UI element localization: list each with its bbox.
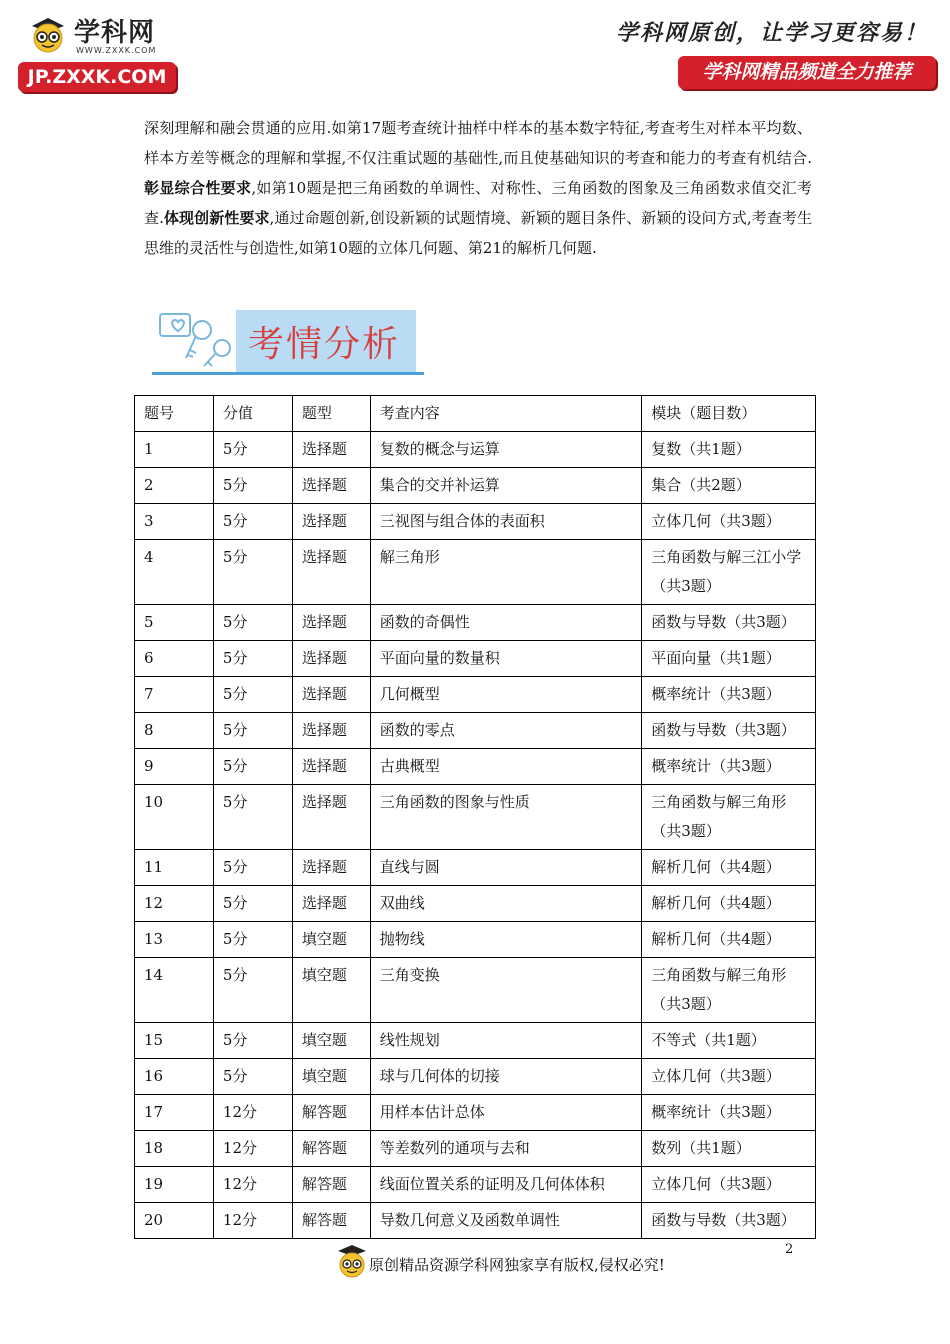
table-row [135,749,816,785]
table-row [135,540,816,605]
table-row [135,1203,816,1239]
cell-score: 5分 [213,540,292,605]
cell-type: 选择题 [292,713,370,749]
cell-score: 12分 [213,1131,292,1167]
cell-score: 5分 [213,677,292,713]
cell-score: 5分 [213,641,292,677]
cell-score: 5分 [213,1023,292,1059]
cell-type: 选择题 [292,540,370,605]
table-row [135,850,816,886]
copyright-notice: 原创精品资源学科网独家享有版权,侵权必究! [369,1256,665,1274]
cell-module: 不等式（共1题） [642,1023,816,1059]
page-number: 2 [785,1242,794,1257]
table-body [135,396,816,1239]
cell-content: 线面位置关系的证明及几何体体积 [370,1167,642,1203]
cell-score: 5分 [213,958,292,1023]
cell-number: 20 [135,1203,214,1239]
cell-content: 三角变换 [370,958,642,1023]
cell-type: 选择题 [292,677,370,713]
cell-type: 填空题 [292,922,370,958]
cell-type: 解答题 [292,1167,370,1203]
cell-number: 11 [135,850,214,886]
cell-type: 解答题 [292,1203,370,1239]
cell-number: 9 [135,749,214,785]
cell-module: 解析几何（共4题） [642,922,816,958]
logo-title: 学科网 [74,18,156,48]
header-cell-content: 考查内容 [370,396,642,432]
table-row [135,886,816,922]
cell-score: 5分 [213,749,292,785]
cell-type: 选择题 [292,641,370,677]
header-cell-score: 分值 [213,396,292,432]
table-row [135,1095,816,1131]
cell-content: 线性规划 [370,1023,642,1059]
cell-content: 双曲线 [370,886,642,922]
site-logo[interactable] [18,10,188,95]
cell-module: 立体几何（共3题） [642,1059,816,1095]
cell-score: 5分 [213,605,292,641]
slogan: 学科网原创，让学习更容易！ [615,20,928,46]
cell-score: 5分 [213,922,292,958]
cell-type: 选择题 [292,886,370,922]
intro-text-2: ,如第10题是把三角函数的单调性、对称性、三角函数的图象及三角函数求值交汇考查. [144,179,812,227]
cell-module: 三角函数与解三角形（共3题） [642,958,816,1023]
cell-score: 12分 [213,1095,292,1131]
table-row [135,713,816,749]
cell-content: 三角函数的图象与性质 [370,785,642,850]
cell-module: 数列（共1题） [642,1131,816,1167]
cell-score: 5分 [213,1059,292,1095]
header-cell-type: 题型 [292,396,370,432]
cell-module: 三角函数与解三江小学（共3题） [642,540,816,605]
cell-number: 13 [135,922,214,958]
table-row [135,1023,816,1059]
promo-banner[interactable]: 学科网精品频道全力推荐 [678,56,936,89]
table-row [135,1059,816,1095]
cell-content: 古典概型 [370,749,642,785]
cell-score: 5分 [213,785,292,850]
cell-content: 导数几何意义及函数单调性 [370,1203,642,1239]
intro-bold-2: 体现创新性要求 [163,209,270,227]
cell-content: 球与几何体的切接 [370,1059,642,1095]
section-banner [152,304,424,376]
key-heart-icon [156,306,240,372]
section-title: 考情分析 [248,324,401,365]
cell-content: 几何概型 [370,677,642,713]
logo-url: WWW.ZXXK.COM [76,46,157,55]
cell-module: 三角函数与解三角形（共3题） [642,785,816,850]
cell-module: 立体几何（共3题） [642,504,816,540]
cell-number: 14 [135,958,214,1023]
cell-number: 12 [135,886,214,922]
cell-number: 2 [135,468,214,504]
cell-content: 用样本估计总体 [370,1095,642,1131]
cell-module: 函数与导数（共3题） [642,713,816,749]
table-row [135,1131,816,1167]
table-row [135,677,816,713]
table-row [135,1167,816,1203]
table-row [135,504,816,540]
cell-module: 概率统计（共3题） [642,1095,816,1131]
cell-number: 1 [135,432,214,468]
cell-score: 12分 [213,1203,292,1239]
cell-number: 5 [135,605,214,641]
cell-number: 19 [135,1167,214,1203]
intro-text-3: ,通过命题创新,创设新颖的试题情境、新颖的题目条件、新颖的设问方式,考查考生思维的灵活性与创造性,如第10题的立体几何题、第21的解析几何题. [144,209,812,257]
cell-content: 平面向量的数量积 [370,641,642,677]
cell-score: 5分 [213,886,292,922]
cell-module: 概率统计（共3题） [642,749,816,785]
cell-module: 平面向量（共1题） [642,641,816,677]
cell-type: 选择题 [292,785,370,850]
cell-type: 填空题 [292,1059,370,1095]
table-row [135,432,816,468]
table-row [135,468,816,504]
banner-underline [152,372,424,375]
cell-score: 5分 [213,432,292,468]
table-row [135,641,816,677]
cell-type: 填空题 [292,958,370,1023]
cell-module: 函数与导数（共3题） [642,605,816,641]
cell-module: 函数与导数（共3题） [642,1203,816,1239]
cell-type: 选择题 [292,432,370,468]
intro-text-1: 深刻理解和融会贯通的应用.如第17题考查统计抽样中样本的基本数字特征,考查考生对样本平均数、样本方差等概念的理解和掌握,不仅注重试题的基础性,而且使基础知识的考查和能力的考查有机结合. [144,119,812,167]
cell-number: 7 [135,677,214,713]
cell-score: 5分 [213,850,292,886]
cell-content: 抛物线 [370,922,642,958]
cell-score: 5分 [213,504,292,540]
table-row [135,785,816,850]
cell-module: 集合（共2题） [642,468,816,504]
exam-analysis-table [134,395,816,1239]
cell-type: 选择题 [292,605,370,641]
cell-module: 立体几何（共3题） [642,1167,816,1203]
cell-number: 4 [135,540,214,605]
logo-badge[interactable]: JP.ZXXK.COM [18,62,176,92]
mascot-icon [336,1243,368,1279]
cell-number: 16 [135,1059,214,1095]
intro-bold-1: 彰显综合性要求 [144,179,252,197]
table-row [135,922,816,958]
cell-type: 解答题 [292,1131,370,1167]
cell-module: 解析几何（共4题） [642,886,816,922]
cell-number: 15 [135,1023,214,1059]
cell-content: 集合的交并补运算 [370,468,642,504]
cell-type: 选择题 [292,749,370,785]
header-cell-module: 模块（题目数） [642,396,816,432]
cell-type: 选择题 [292,850,370,886]
cell-content: 函数的零点 [370,713,642,749]
cell-number: 18 [135,1131,214,1167]
table-row [135,605,816,641]
table-row [135,958,816,1023]
cell-score: 5分 [213,713,292,749]
mascot-icon [28,14,68,54]
cell-type: 选择题 [292,504,370,540]
header-cell-number: 题号 [135,396,214,432]
cell-content: 函数的奇偶性 [370,605,642,641]
cell-score: 5分 [213,468,292,504]
cell-module: 解析几何（共4题） [642,850,816,886]
cell-type: 解答题 [292,1095,370,1131]
cell-content: 三视图与组合体的表面积 [370,504,642,540]
cell-content: 等差数列的通项与去和 [370,1131,642,1167]
cell-number: 17 [135,1095,214,1131]
cell-score: 12分 [213,1167,292,1203]
cell-number: 6 [135,641,214,677]
cell-content: 复数的概念与运算 [370,432,642,468]
cell-number: 10 [135,785,214,850]
cell-module: 概率统计（共3题） [642,677,816,713]
cell-type: 选择题 [292,468,370,504]
cell-type: 填空题 [292,1023,370,1059]
intro-paragraph [144,113,812,263]
cell-content: 直线与圆 [370,850,642,886]
cell-module: 复数（共1题） [642,432,816,468]
table-header-row [135,396,816,432]
cell-content: 解三角形 [370,540,642,605]
cell-number: 3 [135,504,214,540]
cell-number: 8 [135,713,214,749]
